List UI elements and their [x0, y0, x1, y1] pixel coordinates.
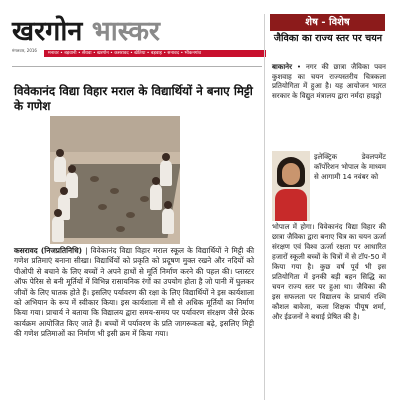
newspaper-masthead — [12, 14, 262, 60]
students-making-idols-photo — [50, 116, 180, 244]
side-article-text-wrap: इलेक्ट्रिक डेवलपमेंट कॉर्पोरेशन भोपाल के माध्यम से आगामी 14 नवंबर को — [314, 152, 386, 181]
masthead-date: मंगलवार, 2016 — [12, 48, 37, 53]
logo-word-bhaskar: भास्कर — [91, 16, 160, 47]
article-body: कसरावद (निजप्रतिनिधि) | विवेकानंद विद्या विहार मराल स्कूल के विद्यार्थियों ने मिट्टी की गणेश प्रतिमाएं बनाना सीखा। विद्यार्थियों को प्रकृति को प्रदूषण मुक्त रखने और नदियों को पीओपी से बचाने के लिए बच्चों ने अपने हाथों से मूर्ति निर्माण करने की पहल की। प्लास्टर ऑफ पेरिस से बनी मूर्तियों में विभिन्न रासायनिक रंगों का उपयोग होता है जो पानी में घुलकर जीवों के लिए घातक होते हैं। इसलिए पर्यावरण की रक्षा के लिए विद्यार्थियों ने इस कार्यशाला को अभियान के रूप में स्वीकार किया। इस कार्यशाला में सौ से अधिक मूर्तियों का निर्माण किया गया। प्राचार्य ने बताया कि विद्यालय द्वारा समय-समय पर पर्यावरण संरक्षण जैसे प्रेरक कार्यक्रम आयोजित किए जाते हैं। बच्चों में पर्यावरण के प्रति जागरूकता बढ़े, इसलिए मिट्टी की गणेश प्रतिमाओं का निर्माण भी इसी क्रम में किया गया। — [14, 246, 254, 339]
masthead-divider — [12, 66, 262, 67]
editions-strip: मनावर • बड़वानी • सेंधवा • खरगोन • कसरावद • खेतिया • बड़वाह • सनावद • भीकनगांव — [44, 50, 266, 57]
column-divider — [264, 14, 265, 400]
side-article-text-top: • नगर की छात्रा जैविका पवन कुशवाह का चयन राज्यस्तरीय चित्रकला प्रतियोगिता में हुआ है। यह आयोजन भारत सरकार के विद्युत मंत्रालय द्वारा नर्मदा हाइड्रो — [272, 62, 386, 100]
section-badge: शेष - विशेष — [270, 14, 385, 31]
side-article-dateline: बाकानेर — [272, 62, 293, 71]
article-dateline: कसरावद (निजप्रतिनिधि) — [14, 246, 82, 255]
side-article-headline: जैविका का राज्य स्तर पर चयन — [273, 33, 383, 44]
article-body-text: विवेकानंद विद्या विहार मराल स्कूल के विद्यार्थियों ने मिट्टी की गणेश प्रतिमाएं बनाना सीखा। विद्यार्थियों को प्रकृति को प्रदूषण मुक्त रखने और नदियों को पीओपी से बचाने के लिए बच्चों ने अपने हाथों से मूर्ति निर्माण करने की पहल की। प्लास्टर ऑफ पेरिस से बनी मूर्तियों में विभिन्न रासायनिक रंगों का उपयोग होता है जो पानी में घुलकर जीवों के लिए घातक होते हैं। इसलिए पर्यावरण की रक्षा के लिए विद्यार्थियों ने इस कार्यशाला को अभियान के रूप में स्वीकार किया। इस कार्यशाला में सौ से अधिक मूर्तियों का निर्माण किया गया। प्राचार्य ने बताया कि विद्यालय द्वारा समय-समय पर पर्यावरण संरक्षण जैसे प्रेरक कार्यक्रम आयोजित किए जाते हैं। बच्चों में पर्यावरण के प्रति जागरूकता बढ़े, इसलिए मिट्टी की गणेश प्रतिमाओं का निर्माण भी इसी क्रम में किया गया। — [14, 246, 254, 339]
side-article-body-top — [272, 62, 386, 100]
side-article-text-rest: भोपाल में होगा। विवेकानंद विद्या विहार की छात्रा जैविका द्वारा बनाए चित्र का चयन ऊर्जा संरक्षण एवं विश्व ऊर्जा रक्षता पर आधारित हजारों स्कूली बच्चों के चित्रों में से टॉप-50 में किया गया है। कुछ वर्ष पूर्व भी इस प्रतियोगिता में इनकी बड़ी बहन सिद्धि का चयन राज्य स्तर पर हुआ था। जैविका की इस सफलता पर विद्यालय के प्राचार्य रश्मि कौशल बावेजा, कला शिक्षक पीयूष शर्मा, और ईडजनों ने बधाई प्रेषित की है। — [272, 222, 386, 321]
article-headline: विवेकानंद विद्या विहार मराल के विद्यार्थियों ने बनाए मिट्टी के गणेश — [14, 84, 253, 113]
student-portrait-photo — [272, 151, 310, 221]
newspaper-logo — [12, 14, 262, 50]
logo-word-kharagone: खरगोन — [12, 16, 83, 47]
